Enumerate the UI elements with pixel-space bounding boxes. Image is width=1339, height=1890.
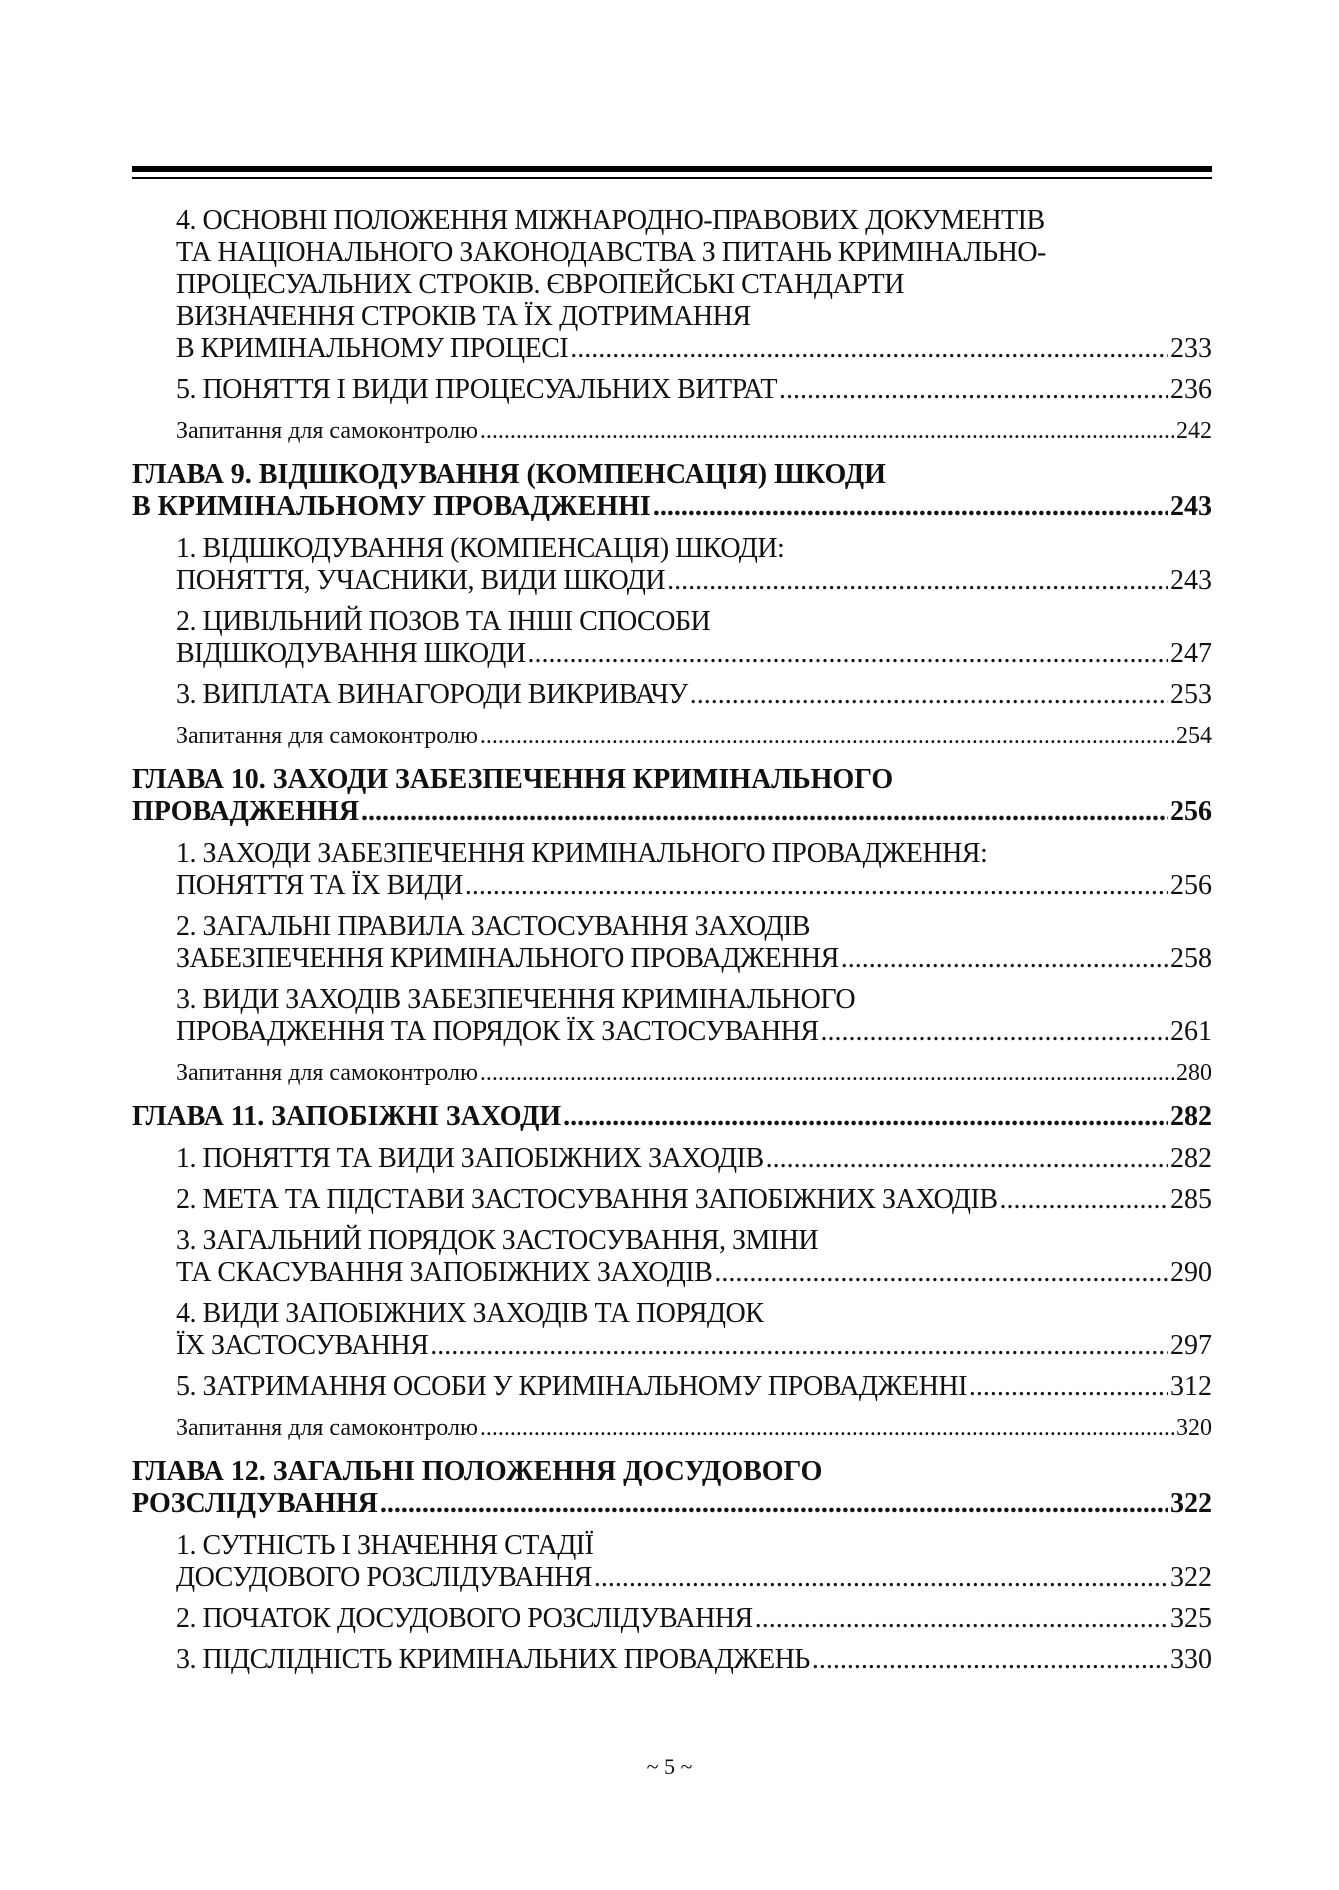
dot-leader <box>563 1101 1168 1133</box>
header-rule-thin <box>132 177 1212 179</box>
toc-page-number: 322 <box>1170 1562 1212 1593</box>
toc-page-number: 330 <box>1170 1644 1212 1675</box>
toc-section-entry <box>176 1184 1212 1216</box>
toc-section-entry <box>176 606 1212 670</box>
toc-entry-last-line <box>176 565 1212 597</box>
toc-page-number: 258 <box>1170 943 1212 974</box>
toc-section-entry <box>176 1225 1212 1289</box>
toc-section-entry <box>176 1603 1212 1635</box>
toc-section-entry <box>176 1530 1212 1594</box>
toc-entry-last-line <box>176 1562 1212 1594</box>
toc-entry-last-line <box>132 1488 1212 1520</box>
dot-leader <box>480 415 1174 447</box>
page-number: ~ 5 ~ <box>646 1754 693 1779</box>
toc-entry-line: 2. ЗАГАЛЬНІ ПРАВИЛА ЗАСТОСУВАННЯ ЗАХОДІВ <box>176 911 810 942</box>
toc-page-number: 282 <box>1170 1143 1212 1174</box>
toc-section-entry <box>176 374 1212 406</box>
toc-section-entry <box>176 984 1212 1048</box>
toc-entry-last-line <box>176 1143 1212 1175</box>
toc-entry-last-line <box>176 1644 1212 1676</box>
toc-entry-title: 5. ПОНЯТТЯ І ВИДИ ПРОЦЕСУАЛЬНИХ ВИТРАТ <box>176 374 777 405</box>
toc-page-number: 320 <box>1176 1415 1212 1441</box>
toc-page-number: 247 <box>1170 638 1212 669</box>
toc-chapter-entry <box>132 1456 1212 1520</box>
toc-entry-line: 3. ВИДИ ЗАХОДІВ ЗАБЕЗПЕЧЕННЯ КРИМІНАЛЬНОГО <box>176 984 856 1015</box>
toc-section-entry <box>176 1298 1212 1362</box>
toc-entry-last-line <box>176 1184 1212 1216</box>
toc-entry-line: ПРОЦЕСУАЛЬНИХ СТРОКІВ. ЄВРОПЕЙСЬКІ СТАНДАРТИ <box>176 269 904 300</box>
toc-entry-last-line <box>176 679 1212 711</box>
toc-page-number: 297 <box>1170 1330 1212 1361</box>
dot-leader <box>714 1257 1168 1289</box>
toc-entry-last-line <box>176 374 1212 406</box>
toc-entry-title: ПРОВАДЖЕННЯ ТА ПОРЯДОК ЇХ ЗАСТОСУВАННЯ <box>176 1016 819 1047</box>
toc-entry-last-line <box>176 1330 1212 1362</box>
toc-entry-last-line <box>176 1057 1212 1089</box>
dot-leader <box>779 374 1168 406</box>
toc-page-number: 233 <box>1170 333 1212 364</box>
toc-entry-last-line <box>176 638 1212 670</box>
dot-leader <box>1000 1184 1168 1216</box>
toc-entry-title: 2. ПОЧАТОК ДОСУДОВОГО РОЗСЛІДУВАННЯ <box>176 1603 753 1634</box>
toc-questions-entry <box>176 1057 1212 1089</box>
toc-entry-last-line <box>176 1371 1212 1403</box>
toc-entry-last-line <box>132 796 1212 828</box>
toc-page-number: 285 <box>1170 1184 1212 1215</box>
toc-entry-title: ЇХ ЗАСТОСУВАННЯ <box>176 1330 429 1361</box>
dot-leader <box>690 679 1168 711</box>
toc-page-number: 256 <box>1170 796 1212 827</box>
toc-page-number: 290 <box>1170 1257 1212 1288</box>
toc-chapter-entry <box>132 764 1212 828</box>
toc-entry-line: ТА НАЦІОНАЛЬНОГО ЗАКОНОДАВСТВА З ПИТАНЬ КРИМІНАЛЬНО- <box>176 237 1046 268</box>
toc-entry-line: 4. ОСНОВНІ ПОЛОЖЕННЯ МІЖНАРОДНО-ПРАВОВИХ ДОКУМЕНТІВ <box>176 205 1045 236</box>
dot-leader <box>667 565 1168 597</box>
toc-entry-title: В КРИМІНАЛЬНОМУ ПРОВАДЖЕННІ <box>132 491 651 522</box>
toc-chapter-entry <box>132 459 1212 523</box>
toc-entry-title: 2. МЕТА ТА ПІДСТАВИ ЗАСТОСУВАННЯ ЗАПОБІЖНИХ ЗАХОДІВ <box>176 1184 998 1215</box>
toc-section-entry <box>176 679 1212 711</box>
toc-page-number: 322 <box>1170 1488 1212 1519</box>
toc-section-entry <box>176 1371 1212 1403</box>
toc-entry-line: 1. СУТНІСТЬ І ЗНАЧЕННЯ СТАДІЇ <box>176 1530 594 1561</box>
toc-entry-last-line <box>176 1016 1212 1048</box>
dot-leader <box>528 638 1168 670</box>
table-of-contents <box>132 205 1212 1685</box>
dot-leader <box>969 1371 1168 1403</box>
toc-entry-title: 3. ВИПЛАТА ВИНАГОРОДИ ВИКРИВАЧУ <box>176 679 688 710</box>
toc-page-number: 242 <box>1176 418 1212 444</box>
toc-entry-line: ГЛАВА 10. ЗАХОДИ ЗАБЕЗПЕЧЕННЯ КРИМІНАЛЬНОГО <box>132 764 894 795</box>
toc-entry-line: 1. ЗАХОДИ ЗАБЕЗПЕЧЕННЯ КРИМІНАЛЬНОГО ПРОВАДЖЕННЯ: <box>176 838 988 869</box>
toc-entry-title: ПОНЯТТЯ, УЧАСНИКИ, ВИДИ ШКОДИ <box>176 565 666 596</box>
toc-entry-last-line <box>176 333 1212 365</box>
toc-entry-title: 5. ЗАТРИМАННЯ ОСОБИ У КРИМІНАЛЬНОМУ ПРОВАДЖЕННІ <box>176 1371 967 1402</box>
toc-entry-title: РОЗСЛІДУВАННЯ <box>132 1488 378 1519</box>
toc-entry-line: ГЛАВА 9. ВІДШКОДУВАННЯ (КОМПЕНСАЦІЯ) ШКОДИ <box>132 459 886 490</box>
toc-page-number: 254 <box>1176 723 1212 749</box>
toc-section-entry <box>176 838 1212 902</box>
toc-questions-entry <box>176 415 1212 447</box>
toc-section-entry <box>176 911 1212 975</box>
toc-entry-title: 3. ПІДСЛІДНІСТЬ КРИМІНАЛЬНИХ ПРОВАДЖЕНЬ <box>176 1644 810 1675</box>
toc-entry-last-line <box>176 1412 1212 1444</box>
toc-page-number: 312 <box>1170 1371 1212 1402</box>
toc-entry-line: ВИЗНАЧЕННЯ СТРОКІВ ТА ЇХ ДОТРИМАННЯ <box>176 301 751 332</box>
dot-leader <box>766 1143 1168 1175</box>
toc-entry-title: Запитання для самоконтролю <box>176 723 478 749</box>
toc-chapter-entry <box>132 1101 1212 1133</box>
dot-leader <box>570 333 1168 365</box>
dot-leader <box>755 1603 1168 1635</box>
toc-section-entry <box>176 205 1212 365</box>
dot-leader <box>594 1562 1168 1594</box>
toc-entry-title: ВІДШКОДУВАННЯ ШКОДИ <box>176 638 526 669</box>
dot-leader <box>465 870 1168 902</box>
toc-entry-last-line <box>176 1257 1212 1289</box>
dot-leader <box>430 1330 1168 1362</box>
toc-entry-title: ДОСУДОВОГО РОЗСЛІДУВАННЯ <box>176 1562 592 1593</box>
header-rule-thick <box>132 166 1212 172</box>
dot-leader <box>380 1488 1168 1520</box>
toc-page-number: 243 <box>1170 565 1212 596</box>
toc-entry-title: ПОНЯТТЯ ТА ЇХ ВИДИ <box>176 870 463 901</box>
toc-entry-last-line <box>176 870 1212 902</box>
toc-section-entry <box>176 533 1212 597</box>
toc-entry-title: ГЛАВА 11. ЗАПОБІЖНІ ЗАХОДИ <box>132 1101 562 1132</box>
toc-page-number: 256 <box>1170 870 1212 901</box>
toc-entry-line: 4. ВИДИ ЗАПОБІЖНИХ ЗАХОДІВ ТА ПОРЯДОК <box>176 1298 764 1329</box>
toc-entry-title: В КРИМІНАЛЬНОМУ ПРОЦЕСІ <box>176 333 569 364</box>
toc-entry-title: ТА СКАСУВАННЯ ЗАПОБІЖНИХ ЗАХОДІВ <box>176 1257 713 1288</box>
toc-entry-title: Запитання для самоконтролю <box>176 1060 478 1086</box>
toc-page-number: 253 <box>1170 679 1212 710</box>
toc-page-number: 261 <box>1170 1016 1212 1047</box>
toc-entry-title: 1. ПОНЯТТЯ ТА ВИДИ ЗАПОБІЖНИХ ЗАХОДІВ <box>176 1143 764 1174</box>
toc-questions-entry <box>176 1412 1212 1444</box>
toc-page-number: 236 <box>1170 374 1212 405</box>
toc-entry-last-line <box>176 1603 1212 1635</box>
toc-entry-title: ПРОВАДЖЕННЯ <box>132 796 360 827</box>
toc-entry-last-line <box>176 720 1212 752</box>
toc-entry-line: ГЛАВА 12. ЗАГАЛЬНІ ПОЛОЖЕННЯ ДОСУДОВОГО <box>132 1456 823 1487</box>
dot-leader <box>841 943 1168 975</box>
toc-entry-title: Запитання для самоконтролю <box>176 418 478 444</box>
toc-entry-line: 1. ВІДШКОДУВАННЯ (КОМПЕНСАЦІЯ) ШКОДИ: <box>176 533 785 564</box>
toc-entry-last-line <box>176 415 1212 447</box>
toc-entry-title: Запитання для самоконтролю <box>176 1415 478 1441</box>
toc-entry-last-line <box>176 943 1212 975</box>
dot-leader <box>480 720 1174 752</box>
toc-entry-line: 2. ЦИВІЛЬНИЙ ПОЗОВ ТА ІНШІ СПОСОБИ <box>176 606 711 637</box>
dot-leader <box>480 1412 1174 1444</box>
toc-section-entry <box>176 1644 1212 1676</box>
dot-leader <box>653 491 1168 523</box>
toc-questions-entry <box>176 720 1212 752</box>
toc-page-number: 280 <box>1176 1060 1212 1086</box>
dot-leader <box>480 1057 1174 1089</box>
toc-page-number: 243 <box>1170 491 1212 522</box>
toc-page-number: 282 <box>1170 1101 1212 1132</box>
toc-entry-title: ЗАБЕЗПЕЧЕННЯ КРИМІНАЛЬНОГО ПРОВАДЖЕННЯ <box>176 943 839 974</box>
toc-entry-last-line <box>132 491 1212 523</box>
dot-leader <box>812 1644 1168 1676</box>
dot-leader <box>361 796 1168 828</box>
toc-page-number: 325 <box>1170 1603 1212 1634</box>
toc-entry-line: 3. ЗАГАЛЬНИЙ ПОРЯДОК ЗАСТОСУВАННЯ, ЗМІНИ <box>176 1225 819 1256</box>
toc-section-entry <box>176 1143 1212 1175</box>
toc-entry-last-line <box>132 1101 1212 1133</box>
dot-leader <box>821 1016 1169 1048</box>
